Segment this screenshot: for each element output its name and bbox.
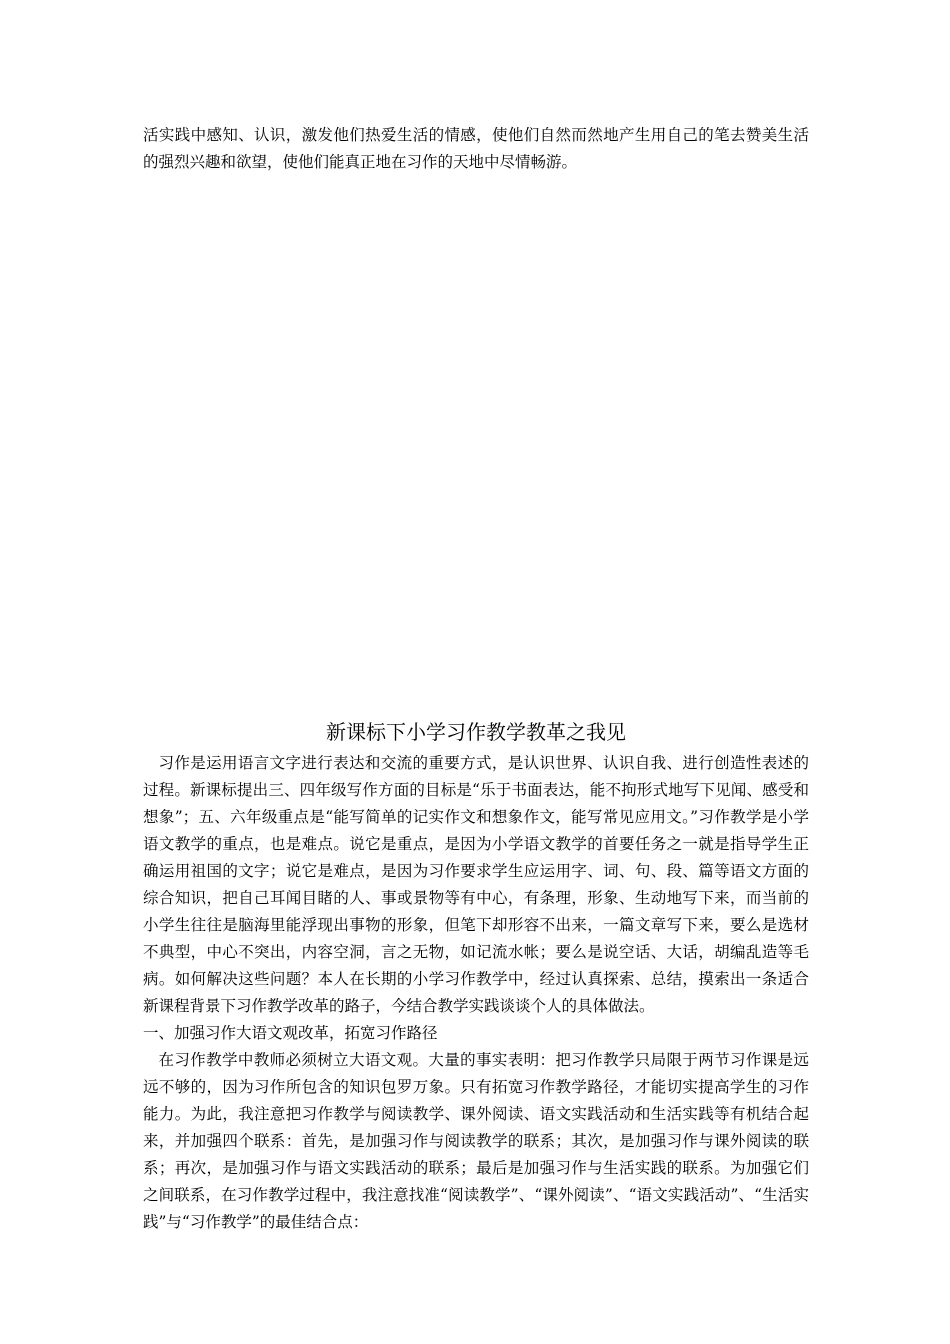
section-1-paragraph: 在习作教学中教师必须树立大语文观。大量的事实表明：把习作教学只局限于两节习作课是远远不够的，因为习作所包含的知识包罗万象。只有拓宽习作教学路径，才能切实提高学生的习作能力。为此，我注意把习作教学与阅读教学、课外阅读、语文实践活动和生活实践等有机结合起来，并加强四个联系：首先，是加强习作与阅读教学的联系；其次，是加强习作与课外阅读的联系；再次，是加强习作与语文实践活动的联系；最后是加强习作与生活实践的联系。为加强它们之间联系，在习作教学过程中，我注意找准“阅读教学”、“课外阅读”、“语文实践活动”、“生活实践”与“习作教学”的最佳结合点： <box>143 1051 809 1231</box>
article-title: 新课标下小学习作教学教革之我见 <box>326 720 626 744</box>
intro-paragraph: 习作是运用语言文字进行表达和交流的重要方式，是认识世界、认识自我、进行创造性表述的过程。新课标提出三、四年级写作方面的目标是“乐于书面表达，能不拘形式地写下见闻、感受和想象”；五、六年级重点是“能写简单的记实作文和想象作文，能写常见应用文。”习作教学是小学语文教学的重点，也是难点。说它是重点，是因为小学语文教学的首要任务之一就是指导学生正确运用祖国的文字；说它是难点，是因为习作要求学生应运用字、词、句、段、篇等语文方面的综合知识，把自己耳闻目睹的人、事或景物等有中心，有条理，形象、生动地写下来，而当前的小学生往往是脑海里能浮现出事物的形象，但笔下却形容不出来，一篇文章写下来，要么是选材不典型，中心不突出，内容空洞，言之无物，如记流水帐；要么是说空话、大话，胡编乱造等毛病。如何解决这些问题？本人在长期的小学习作教学中，经过认真探索、总结，摸索出一条适合新课程背景下习作教学改革的路子，今结合教学实践谈谈个人的具体做法。 <box>143 754 809 1015</box>
previous-page-continuation <box>143 122 809 176</box>
article <box>143 716 809 1236</box>
continuation-paragraph: 活实践中感知、认识，激发他们热爱生活的情感，使他们自然而然地产生用自己的笔去赞美生活的强烈兴趣和欲望，使他们能真正地在习作的天地中尽情畅游。 <box>143 126 809 171</box>
section-1-heading: 一、加强习作大语文观改革，拓宽习作路径 <box>143 1024 438 1042</box>
